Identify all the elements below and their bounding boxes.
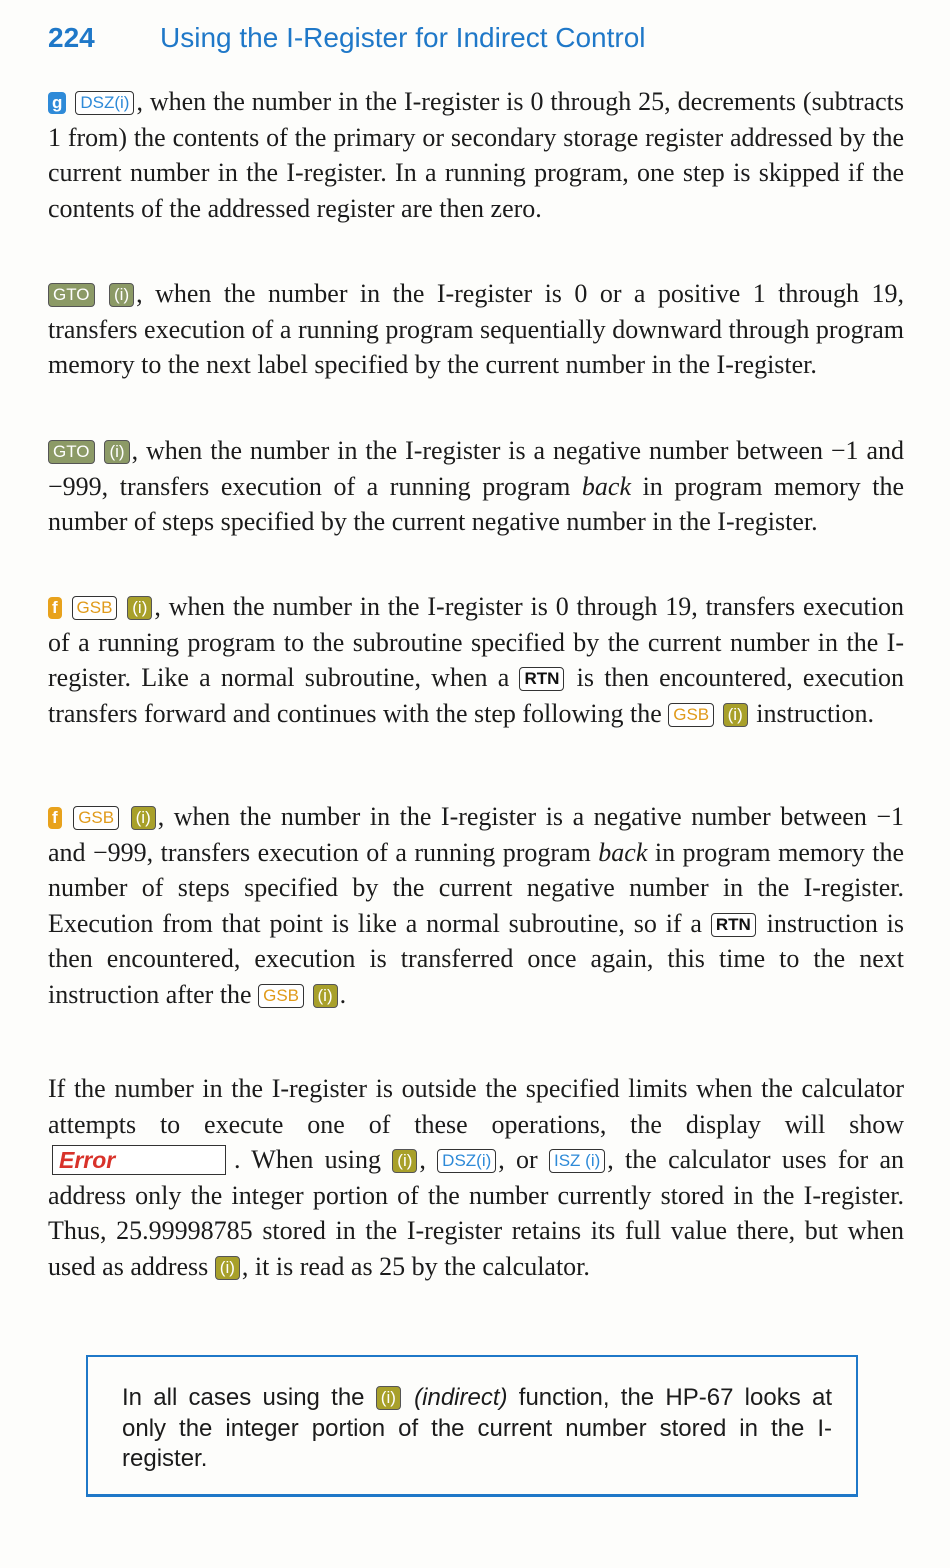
paragraph-limits: [48, 1071, 904, 1284]
p3-emphasis: back: [581, 471, 631, 501]
p5-text-d: .: [339, 979, 347, 1009]
p5-text-a: , when the number in the I-register is a negative number between −1 and −999, transfers execution of a running program: [48, 802, 905, 867]
page-header: [48, 22, 646, 54]
paragraph-gsb-negative: [48, 799, 904, 1012]
note-text: [122, 1383, 832, 1475]
page-number: 224: [48, 22, 95, 53]
p3-text-b: in program memory the number of steps specified by the current negative number in the I-register.: [48, 471, 904, 536]
i-key: (i): [392, 1149, 417, 1173]
i-key: (i): [109, 283, 134, 307]
p3-text-a: , when the number in the I-register is a negative number between −1 and −999, transfers execution of a running program: [48, 436, 904, 501]
i-key: (i): [376, 1386, 401, 1410]
paragraph-gto-negative: [48, 433, 904, 540]
i-key: (i): [313, 984, 338, 1008]
p5-text-b: in program memory the number of steps specified by the current negative number in the I-register. Execution from that point is like a normal subroutine, so if a: [48, 837, 904, 938]
p4-text-a: , when the number in the I-register is 0 through 19, transfers execution of a running program to the subroutine specified by the current number in the I-register. Like a normal subroutine, when a: [48, 592, 905, 692]
gto-key: GTO: [48, 283, 95, 307]
p6-text-e: , the calculator uses for an address only the integer portion of the number currently stored in the I-register. Thus, 25.99998785 stored in the I-register retains its full value there, but when used as address: [48, 1145, 905, 1281]
p6-text-a: If the number in the I-register is outside the specified limits when the calculator attempts to execute one of these operations, the display will show: [48, 1074, 904, 1139]
error-display: Error: [52, 1145, 226, 1175]
g-key: g: [48, 92, 66, 114]
f-key: f: [48, 807, 62, 829]
rtn-key: RTN: [711, 913, 756, 937]
page-title: Using the I-Register for Indirect Control: [160, 22, 646, 53]
p6-text-d: , or: [498, 1145, 538, 1174]
note-text-a: In all cases using the: [122, 1384, 365, 1411]
paragraph-gto-positive: [48, 276, 904, 383]
paragraph-dsz: [48, 84, 904, 226]
p4-text-b: is then encountered, execution transfers forward and continues with the step following the: [48, 663, 905, 728]
p6-text-c: ,: [419, 1145, 426, 1174]
gsb-key: GSB: [73, 806, 119, 830]
i-key: (i): [127, 596, 152, 620]
p6-text-f: , it is read as 25 by the calculator.: [241, 1251, 590, 1281]
p6-text-b: . When using: [234, 1145, 381, 1174]
p4-text-c: instruction.: [749, 698, 874, 728]
i-key: (i): [131, 806, 156, 830]
dsz-i-key: DSZ(i): [437, 1149, 496, 1173]
p5-emphasis: back: [598, 837, 648, 867]
gto-key: GTO: [48, 440, 95, 464]
p2-text: , when the number in the I-register is 0 or a positive 1 through 19, transfers execution of a running program sequentially downward through program memory to the next label specified by the current number in the I-register.: [48, 279, 905, 379]
note-text-b: function, the HP-67 looks at only the integer portion of the current number stored in the I-register.: [122, 1384, 832, 1472]
dsz-i-key: DSZ(i): [75, 91, 134, 115]
note-emphasis: (indirect): [414, 1384, 508, 1411]
p5-text-c: instruction is then encountered, execution is transferred once again, this time to the next instruction after the: [48, 908, 905, 1009]
gsb-key: GSB: [668, 703, 714, 727]
i-key: (i): [723, 703, 748, 727]
i-key: (i): [215, 1256, 240, 1280]
gsb-key: GSB: [72, 596, 118, 620]
p1-text: , when the number in the I-register is 0 through 25, decrements (subtracts 1 from) the contents of the primary or secondary storage register addressed by the current number in the I-register. In a running program, one step is skipped if the contents of the addressed register are then zero.: [48, 87, 904, 223]
gsb-key: GSB: [258, 984, 304, 1008]
f-key: f: [48, 597, 62, 619]
i-key: (i): [104, 440, 129, 464]
note-box: [86, 1355, 858, 1497]
isz-i-key: ISZ (i): [549, 1149, 605, 1173]
paragraph-gsb-positive: [48, 589, 904, 731]
rtn-key: RTN: [519, 667, 564, 691]
